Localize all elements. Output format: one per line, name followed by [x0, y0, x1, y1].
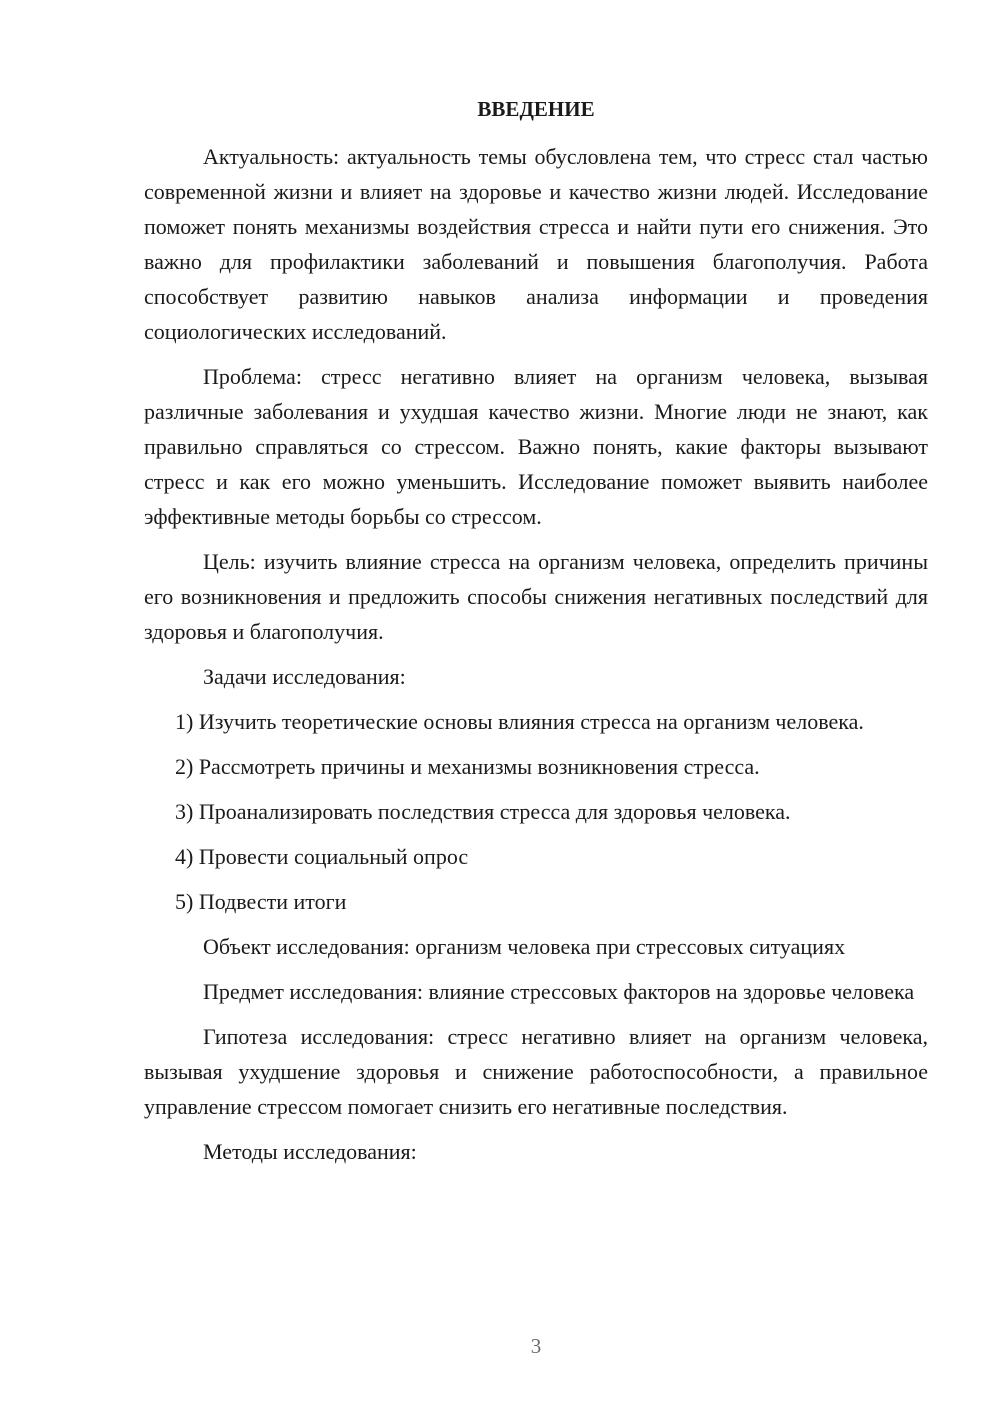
relevance-paragraph: Актуальность: актуальность темы обусловлена тем, что стресс стал частью современной жизни и влияет на здоровье и качество жизни людей. Исследование поможет понять механизмы воздействия стресса и найти пути его снижения. Это важно для профилактики заболеваний и повышения благополучия. Работа способствует развитию навыков анализа информации и проведения социологических исследований. [144, 144, 928, 344]
section-title: ВВЕДЕНИЕ [477, 97, 595, 121]
methods-heading: Методы исследования: [203, 1139, 417, 1164]
tasks-heading: Задачи исследования: [203, 664, 406, 689]
task-item: 3) Проанализировать последствия стресса для здоровья человека. [175, 799, 791, 824]
subject-paragraph: Предмет исследования: влияние стрессовых факторов на здоровье человека [203, 979, 915, 1004]
hypothesis-paragraph: Гипотеза исследования: стресс негативно влияет на организм человека, вызывая ухудшение здоровья и снижение работоспособности, а правильное управление стрессом помогает снизить его негативные последствия. [144, 1024, 928, 1119]
task-item: 4) Провести социальный опрос [175, 844, 469, 869]
object-paragraph: Объект исследования: организм человека при стрессовых ситуациях [203, 934, 846, 959]
task-item: 1) Изучить теоретические основы влияния стресса на организм человека. [175, 709, 864, 734]
task-item: 5) Подвести итоги [175, 889, 347, 914]
page-number: 3 [530, 1334, 542, 1358]
goal-paragraph: Цель: изучить влияние стресса на организм человека, определить причины его возникновения и предложить способы снижения негативных последствий для здоровья и благополучия. [144, 549, 928, 644]
task-item: 2) Рассмотреть причины и механизмы возникновения стресса. [175, 754, 760, 779]
problem-paragraph: Проблема: стресс негативно влияет на организм человека, вызывая различные заболевания и ухудшая качество жизни. Многие люди не знают, как правильно справляться со стрессом. Важно понять, какие факторы вызывают стресс и как его можно уменьшить. Исследование поможет выявить наиболее эффективные методы борьбы со стрессом. [144, 364, 928, 529]
document-body [144, 92, 928, 1179]
